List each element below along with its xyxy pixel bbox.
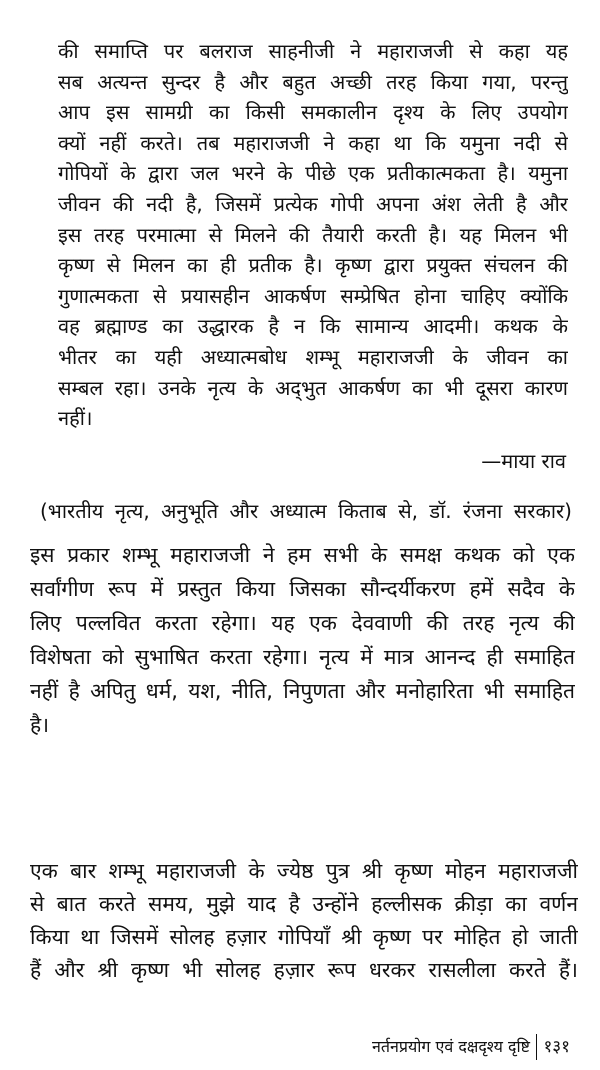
quote-line: सब अत्यन्त सुन्दर है और बहुत अच्छी तरह किया गया, परन्तु [58,69,568,94]
paragraph-line: सर्वांगीण रूप में प्रस्तुत किया जिसका सौन्दर्यीकरण हमें सदैव के [30,577,575,601]
quote-attribution: —माया राव [481,449,566,473]
paragraph-line: नहीं है अपितु धर्म, यश, नीति, निपुणता और मनोहारिता भी समाहित [30,679,575,703]
page-number: १३१ [543,1037,570,1057]
quote-line: जीवन की नदी है, जिसमें प्रत्येक गोपी अपना अंश लेती है और [58,191,568,216]
quote-line: आप इस सामग्री का किसी समकालीन दृश्य के लिए उपयोग [58,100,568,125]
paragraph-line: किया था जिसमें सोलह हज़ार गोपियाँ श्री कृष्ण पर मोहित हो जाती [30,925,578,949]
running-title: नर्तनप्रयोग एवं दक्षदृश्य दृष्टि [372,1037,530,1056]
paragraph-line: इस प्रकार शम्भू महाराजजी ने हम सभी के समक्ष कथक को एक [30,543,575,567]
quote-line: क्यों नहीं करते। तब महाराजजी ने कहा था कि यमुना नदी से [58,130,568,155]
quote-line: सम्बल रहा। उनके नृत्य के अद्‌भुत आकर्षण का भी दूसरा कारण [58,375,568,400]
quote-line: गुणात्मकता से प्रयासहीन आकर्षण सम्प्रेषित होना चाहिए क्योंकि [58,283,568,308]
paragraph-line: एक बार शम्भू महाराजजी के ज्येष्ठ पुत्र श्री कृष्ण मोहन महाराजजी [30,859,578,883]
quote-line: इस तरह परमात्मा से मिलने की तैयारी करती है। यह मिलन भी [58,222,568,247]
paragraph-line: हैं और श्री कृष्ण भी सोलह हज़ार रूप धरकर रासलीला करते हैं। [30,958,578,982]
page-footer [372,1034,570,1060]
quote-line: गोपियों के द्वारा जल भरने के पीछे एक प्रतीकात्मकता है। यमुना [58,161,568,186]
quote-line: भीतर का यही अध्यात्मबोध शम्भू महाराजजी के जीवन का [58,344,568,369]
paragraph-line: है। [30,713,50,737]
quote-line: कृष्ण से मिलन का ही प्रतीक है। कृष्ण द्वारा प्रयुक्त संचलन की [58,253,568,278]
paragraph-line: से बात करते समय, मुझे याद है उन्होंने हल्लीसक क्रीड़ा का वर्णन [30,892,578,916]
quote-block [58,36,568,434]
paragraph-line: लिए पल्लवित करता रहेगा। यह एक देववाणी की तरह नृत्य की [30,611,575,635]
quote-source-citation: (भारतीय नृत्य, अनुभूति और अध्यात्म किताब से, डॉ. रंजना सरकार) [40,499,572,523]
paragraph-line: विशेषता को सुभाषित करता रहेगा। नृत्य में मात्र आनन्द ही समाहित [30,645,575,669]
closing-paragraph [30,855,578,987]
body-paragraph [30,538,575,742]
quote-line: की समाप्ति पर बलराज साहनीजी ने महाराजजी से कहा यह [58,39,568,63]
footer-divider [536,1034,538,1060]
quote-line: वह ब्रह्माण्ड का उद्धारक है न कि सामान्य आदमी। कथक के [58,314,568,339]
quote-line: नहीं। [58,406,93,431]
